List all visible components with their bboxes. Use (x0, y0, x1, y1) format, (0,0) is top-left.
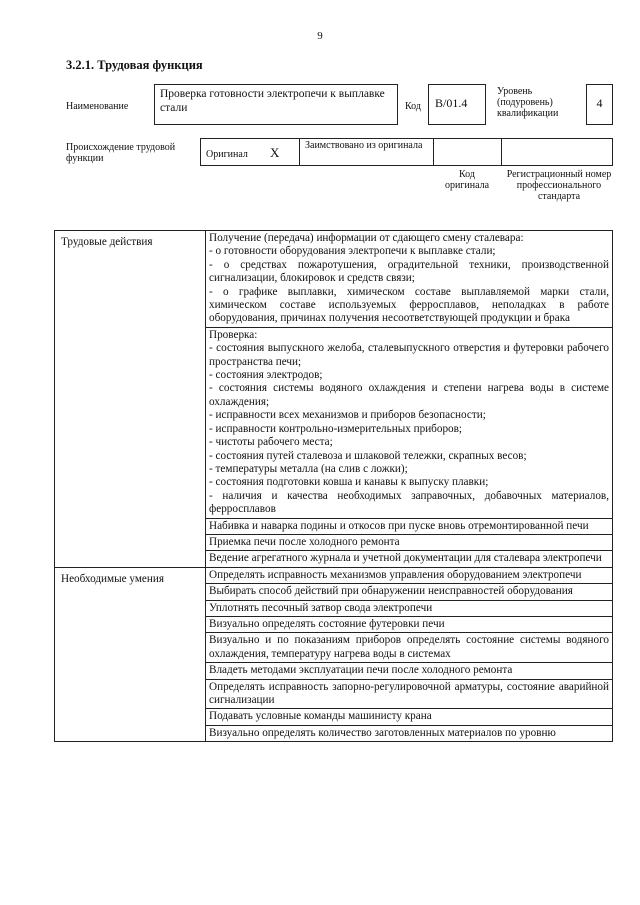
item-line: Подавать условные команды машинисту крана (209, 710, 432, 723)
page-number: 9 (317, 30, 323, 42)
section-item (206, 327, 613, 518)
borrowed-label: Заимствовано из оригинала (305, 140, 423, 151)
labor-function-table (54, 230, 613, 742)
item-line: - о готовности оборудования электропечи к выплавке стали; (209, 245, 496, 258)
code-box (428, 84, 486, 125)
item-line: Визуально и по показаниям приборов определять состояние системы водяного охлаждения, температуру нагрева воды в системах (209, 634, 609, 660)
level-value: 4 (596, 96, 603, 110)
original-label: Оригинал (206, 149, 248, 160)
item-line: Уплотнять песочный затвор свода электропечи (209, 601, 433, 614)
section-title: Трудовые действия (55, 231, 206, 568)
function-name-box (154, 84, 398, 125)
item-line: Владеть методами эксплуатации печи после холодного ремонта (209, 664, 513, 677)
item-line: - состояния электродов; (209, 369, 323, 382)
function-code: В/01.4 (435, 96, 468, 110)
section-heading: 3.2.1. Трудовая функция (66, 58, 203, 72)
function-name: Проверка готовности электропечи к выплавке стали (160, 88, 385, 114)
section-item (206, 663, 613, 679)
section-item (206, 725, 613, 741)
item-line: - исправности контрольно-измерительных приборов; (209, 422, 463, 435)
section-item (206, 616, 613, 632)
item-line: Определять исправность запорно-регулировочной арматуры, состояние аварийной сигнализации (209, 680, 609, 706)
code-label: Код (405, 101, 421, 112)
origin-divider-3 (501, 138, 502, 166)
level-label: Уровень (подуровень) квалификации (497, 86, 559, 119)
section-item (206, 709, 613, 725)
original-mark: Х (270, 145, 280, 160)
name-label: Наименование (66, 101, 129, 112)
item-line: - исправности всех механизмов и приборов безопасности; (209, 409, 486, 422)
item-line: Выбирать способ действий при обнаружении неисправностей оборудования (209, 585, 573, 598)
table-row (55, 567, 613, 583)
reg-number-caption: Регистрационный номер профессионального стандарта (506, 169, 612, 202)
section-item (206, 231, 613, 328)
item-line: - температуры металла (на слив с ложки); (209, 462, 408, 475)
item-line: Получение (передача) информации от сдающего смену сталевара: (209, 232, 524, 244)
section-title: Необходимые умения (55, 567, 206, 741)
item-line: - о средствах пожаротушения, оградительной техники, производственной сигнализации, блокировок и средств связи; (209, 258, 609, 285)
section-item (206, 534, 613, 550)
level-box (586, 84, 613, 125)
item-line: Визуально определять количество заготовленных материалов по уровню (209, 726, 556, 739)
item-line: Набивка и наварка подины и откосов при пуске вновь отремонтированной печи (209, 519, 589, 532)
item-line: - наличия и качества необходимых заправочных, добавочных материалов, ферросплавов (209, 489, 609, 516)
item-line: - состояния подготовки ковша и канавы к выпуску плавки; (209, 476, 489, 489)
item-line: Визуально определять состояние футеровки печи (209, 617, 445, 630)
item-line: - состояния системы водяного охлаждения и степени нагрева воды в системе охлаждения; (209, 382, 609, 408)
section-item (206, 633, 613, 663)
origin-code-caption: Код оригинала (444, 169, 490, 191)
table-row (55, 231, 613, 328)
section-item (206, 551, 613, 567)
section-item (206, 584, 613, 600)
item-line: Проверка: (209, 328, 258, 341)
section-item (206, 518, 613, 534)
item-line: - состояния выпускного желоба, сталевыпускного отверстия и футеровки рабочего пространства печи; (209, 342, 609, 368)
origin-divider-2 (433, 138, 434, 166)
item-line: - о графике выплавки, химическом составе выплавляемой марки стали, химическом составе используемых ферросплавов, неполадках в работе оборудования, причинах получения несоответствующей продукции и брака (209, 285, 609, 325)
section-item (206, 600, 613, 616)
item-line: Определять исправность механизмов управления оборудованием электропечи (209, 568, 582, 581)
item-line: Ведение агрегатного журнала и учетной документации для сталевара электропечи (209, 552, 602, 565)
origin-label: Происхождение трудовой функции (66, 142, 176, 164)
item-line: - чистоты рабочего места; (209, 436, 333, 449)
section-item (206, 567, 613, 583)
section-item (206, 679, 613, 709)
item-line: Приемка печи после холодного ремонта (209, 535, 400, 548)
item-line: - состояния путей сталевоза и шлаковой тележки, скрапных весов; (209, 449, 527, 462)
origin-divider-1 (299, 138, 300, 166)
